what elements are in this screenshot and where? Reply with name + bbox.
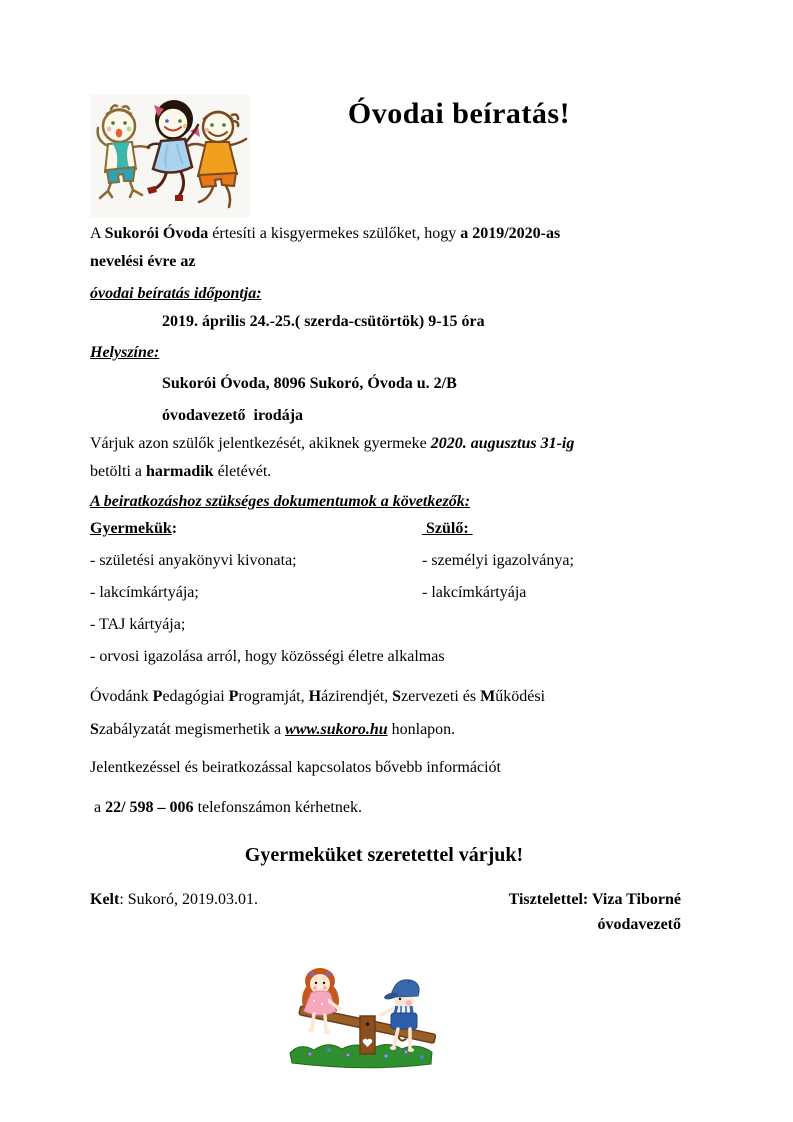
seesaw-clipart-svg — [282, 948, 452, 1073]
enrollment-date-value: 2019. április 24.-25.( szerda-csütörtök) 9-15 óra — [162, 313, 485, 330]
location-address: Sukorói Óvoda, 8096 Sukoró, Óvoda u. 2/B — [162, 375, 457, 392]
document-content — [90, 95, 708, 1073]
location-heading: Helyszíne: — [90, 344, 160, 361]
three-children-clipart-svg — [90, 95, 250, 217]
signature-name: Tisztelettel: Viza Tiborné — [508, 891, 681, 908]
location-office: óvodavezető irodája — [162, 407, 304, 424]
documents-columns — [90, 519, 708, 666]
documents-heading: A beiratkozáshoz szükséges dokumentumok a következők: — [90, 493, 471, 510]
child-doc-item: - születési anyakönyvi kivonata; — [90, 552, 297, 569]
enrollment-date-heading: óvodai beíratás időpontja: — [90, 285, 262, 302]
child-doc-item: - orvosi igazolása arról, hogy közösségi életre alkalmas — [90, 648, 445, 665]
closing-message: Gyermeküket szeretettel várjuk! — [244, 844, 524, 866]
info-paragraph: Jelentkezéssel és beiratkozással kapcsolatos bővebb információt — [90, 759, 501, 776]
signature-block — [509, 890, 708, 934]
date-line: Kelt: Sukoró, 2019.03.01. — [90, 891, 258, 908]
parent-doc-item: - lakcímkártyája — [422, 584, 527, 601]
programs-paragraph: Óvodánk Pedagógiai Programját, Házirendjét, Szervezeti és Működési Szabályzatát megismerhetik a www.sukoro.hu honlapon. — [90, 688, 546, 738]
empty-cell — [422, 615, 708, 634]
signature-role: óvodavezető — [597, 916, 681, 933]
eligibility-paragraph: Várjuk azon szülők jelentkezését, akiknek gyermeke 2020. augusztus 31-ig betölti a harmadik életévét. — [90, 435, 575, 480]
parent-column-header: Szülő: — [422, 520, 473, 537]
phone-paragraph: a 22/ 598 – 006 telefonszámon kérhetnek. — [90, 799, 362, 816]
parent-doc-item: - személyi igazolványa; — [422, 552, 574, 569]
three-children-clipart — [90, 95, 250, 217]
child-column-header: Gyermekük: — [90, 520, 178, 537]
child-doc-item: - TAJ kártyája; — [90, 616, 186, 633]
child-doc-item: - lakcímkártyája; — [90, 584, 199, 601]
intro-paragraph: A Sukorói Óvoda értesíti a kisgyermekes szülőket, hogy a 2019/2020-as nevelési évre az — [90, 225, 561, 270]
document-footer — [90, 890, 708, 934]
seesaw-clipart — [282, 948, 452, 1073]
document-header — [90, 95, 708, 220]
page-title: Óvodai beíratás! — [347, 97, 571, 130]
